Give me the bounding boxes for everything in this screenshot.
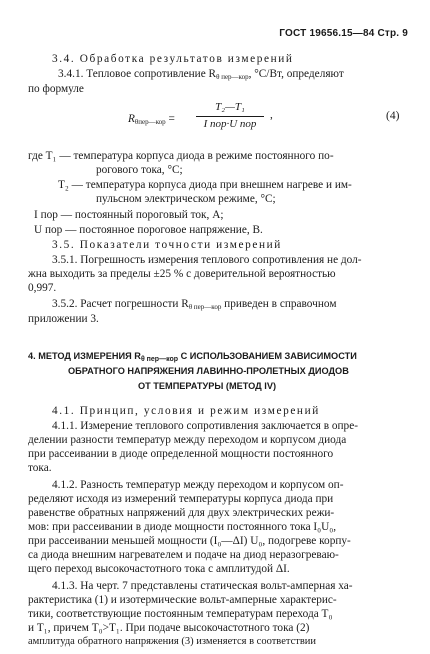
formula-number: (4) — [386, 110, 400, 122]
para-3-4-1-line2: по формуле — [28, 83, 84, 95]
formula-numerator: T₂—T₁ — [215, 101, 245, 113]
para-3-4-1-line1: 3.4.1. Тепловое сопротивление $R_{\theta пер—кор}$, °С/Вт, определяют — [58, 68, 344, 81]
where-t1-line2: рогового тока, °С; — [96, 164, 183, 176]
para-4-1-3-line2: рактеристика (1) и изотермические вольт-амперные характерис- — [28, 594, 337, 606]
para-4-1-2-line6: са диода внешним нагревателем и подаче на диод неразогреваю- — [28, 549, 339, 561]
para-3-5-1-line1: 3.5.1. Погрешность измерения теплового сопротивления не дол- — [52, 254, 362, 266]
para-3-5-1-line3: 0,997. — [28, 282, 57, 294]
section-4-title-line2: ОБРАТНОГО НАПРЯЖЕНИЯ ЛАВИННО-ПРОЛЕТНЫХ ДИОДОВ — [68, 366, 349, 376]
para-3-5-1-line2: жна выходить за пределы ±25 % с доверительной вероятностью — [28, 268, 336, 280]
para-4-1-3-line3: тики, соответствующие постоянным температурам перехода T₀ — [28, 608, 333, 620]
para-3-5-2-line2: приложении 3. — [28, 313, 99, 325]
where-t1-line1: где T₁ — температура корпуса диода в режиме постоянного по- — [28, 150, 334, 162]
section-4-title-line3: ОТ ТЕМПЕРАТУРЫ (МЕТОД IV) — [138, 381, 277, 391]
para-4-1-1-line4: тока. — [28, 462, 52, 474]
formula-comma: , — [270, 109, 273, 121]
para-4-1-2-line4: мов: при рассеивании в диоде мощности постоянного тока I₀U₀, — [28, 521, 337, 533]
para-4-1-3-line1: 4.1.3. На черт. 7 представлены статическая вольт-амперная ха- — [52, 580, 353, 592]
para-4-1-2-line1: 4.1.2. Разность температур между переходом и корпусом оп- — [52, 479, 344, 491]
where-t2-line2: пульсном электрическом режиме, °С; — [96, 193, 276, 205]
para-4-1-2-line2: ределяют исходя из измерений температуры корпуса диода при — [28, 493, 334, 505]
where-upor: U пор — постоянное пороговое напряжение, В. — [34, 224, 263, 236]
page-header: ГОСТ 19656.15—84 Стр. 9 — [279, 28, 408, 39]
para-4-1-3-line4: и T₁, причем T₀>T₁. При подаче высокочастотного тока (2) — [28, 622, 310, 634]
formula-denominator: I пор·U пор — [203, 118, 257, 130]
para-4-1-1-line3: при рассеивании в диоде определенной мощности постоянного — [28, 448, 334, 460]
para-4-1-2-line3: равенстве обратных напряжений для двух электрических режи- — [28, 507, 335, 519]
formula-lhs: $R_{\theta пер—кор}$ = — [128, 113, 175, 126]
formula-fraction-bar — [196, 116, 264, 117]
section-4-title-line1: 4. МЕТОД ИЗМЕРЕНИЯ $R_{\theta пер—кор}$ С ИСПОЛЬЗОВАНИЕМ ЗАВИСИМОСТИ — [28, 351, 357, 363]
para-3-5-2-line1: 3.5.2. Расчет погрешности $R_{\theta пер—кор}$ приведен в справочном — [52, 298, 337, 311]
para-4-1-2-line5: при рассеивании меньшей мощности (I₀—ΔI) U₀, подогреве корпу- — [28, 535, 351, 547]
para-4-1-3-line5: амплитуда обратного напряжения (3) изменяется в соответствии — [28, 636, 317, 647]
section-4-1-title: 4.1. Принцип, условия и режим измерений — [52, 405, 320, 417]
section-3-5-title: 3.5. Показатели точности измерений — [52, 239, 282, 251]
para-4-1-2-line7: щего переход высокочастотного тока с амплитудой ΔI. — [28, 563, 290, 575]
where-ipor: I пор — постоянный пороговый ток, А; — [34, 209, 224, 221]
para-4-1-1-line1: 4.1.1. Измерение теплового сопротивления заключается в опре- — [52, 420, 358, 432]
where-t2-line1: T₂ — температура корпуса диода при внешнем нагреве и им- — [58, 179, 352, 191]
para-4-1-1-line2: делении разности температур между переходом и корпусом диода — [28, 434, 347, 446]
section-3-4-title: 3.4. Обработка результатов измерений — [52, 53, 294, 65]
